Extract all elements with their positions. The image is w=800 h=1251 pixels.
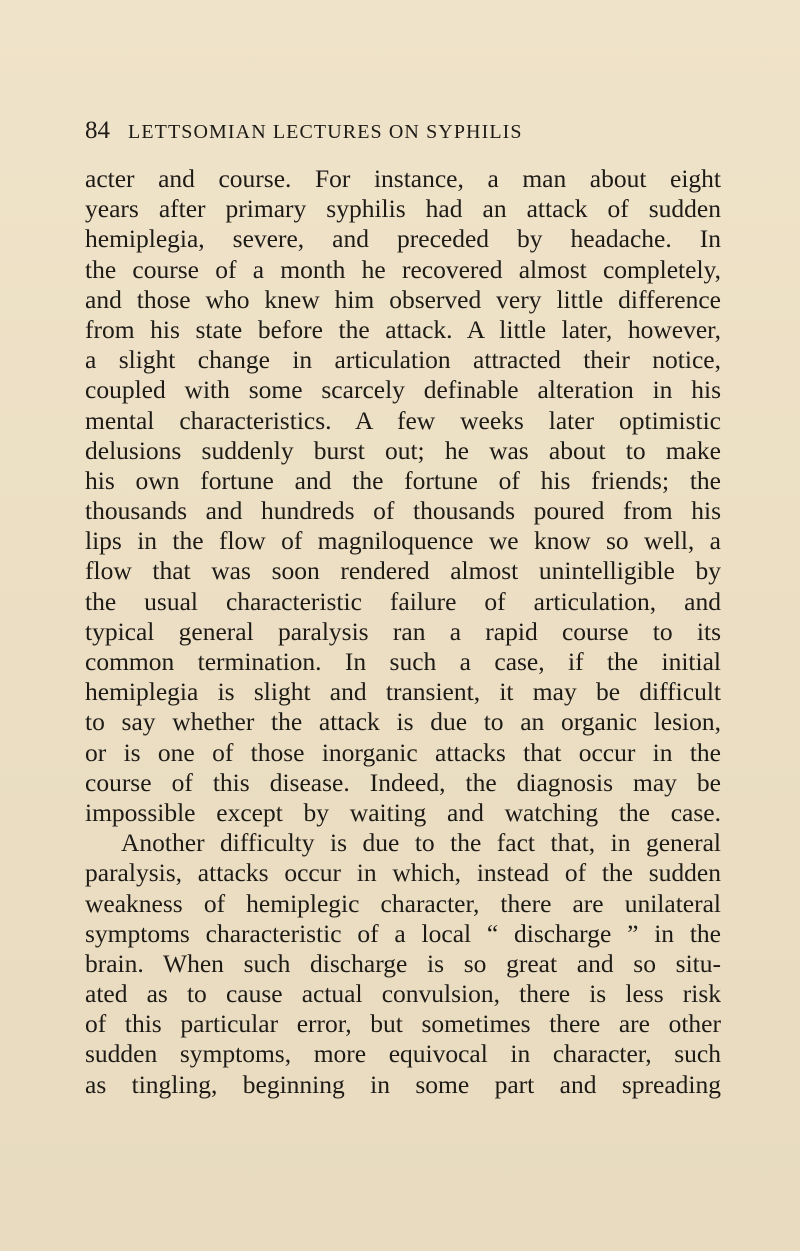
text-line: mental characteristics. A few weeks later optimistic xyxy=(85,405,721,435)
text-line: the usual characteristic failure of articulation, and xyxy=(85,586,721,616)
text-line: brain. When such discharge is so great and so situ- xyxy=(85,948,721,978)
text-line: of this particular error, but sometimes there are other xyxy=(85,1009,721,1039)
text-line: to say whether the attack is due to an organic lesion, xyxy=(85,707,721,737)
text-line: and those who knew him observed very little difference xyxy=(85,284,721,314)
body-text xyxy=(85,164,721,1100)
text-line: ated as to cause actual convulsion, there is less risk xyxy=(85,979,721,1009)
text-line: typical general paralysis ran a rapid course to its xyxy=(85,616,721,646)
text-line: common termination. In such a case, if the initial xyxy=(85,647,721,676)
text-line: or is one of those inorganic attacks that occur in the xyxy=(85,737,721,767)
text-line: as tingling, beginning in some part and spreading xyxy=(85,1069,721,1099)
text-line: coupled with some scarcely definable alteration in his xyxy=(85,375,721,405)
text-line: lips in the flow of magniloquence we know so well, a xyxy=(85,526,721,556)
text-line: symptoms characteristic of a local “ discharge ” in the xyxy=(85,918,721,948)
text-line: acter and course. For instance, a man about eight xyxy=(85,164,721,193)
text-line: from his state before the attack. A little later, however, xyxy=(85,314,721,344)
text-line: impossible except by waiting and watching the case. xyxy=(85,797,721,827)
text-line: the course of a month he recovered almost completely, xyxy=(85,254,721,284)
running-title: LETTSOMIAN LECTURES ON SYPHILIS xyxy=(128,121,523,143)
paragraph-start-line: Another difficulty is due to the fact that, in general xyxy=(121,828,721,858)
text-line: course of this disease. Indeed, the diagnosis may be xyxy=(85,767,721,797)
text-line: hemiplegia is slight and transient, it may be difficult xyxy=(85,677,721,707)
page-header xyxy=(85,116,718,146)
text-line: a slight change in articulation attracted their notice, xyxy=(85,345,721,375)
text-line: years after primary syphilis had an attack of sudden xyxy=(85,194,721,224)
text-line: thousands and hundreds of thousands poured from his xyxy=(85,496,721,526)
text-line: sudden symptoms, more equivocal in character, such xyxy=(85,1039,721,1069)
text-line: hemiplegia, severe, and preceded by headache. In xyxy=(85,224,721,254)
text-line: delusions suddenly burst out; he was about to make xyxy=(85,435,721,465)
text-line: his own fortune and the fortune of his friends; the xyxy=(85,465,721,495)
page-number: 84 xyxy=(85,117,110,144)
text-line: paralysis, attacks occur in which, instead of the sudden xyxy=(85,858,721,888)
text-line: weakness of hemiplegic character, there are unilateral xyxy=(85,888,721,918)
text-line: flow that was soon rendered almost unintelligible by xyxy=(85,556,721,586)
